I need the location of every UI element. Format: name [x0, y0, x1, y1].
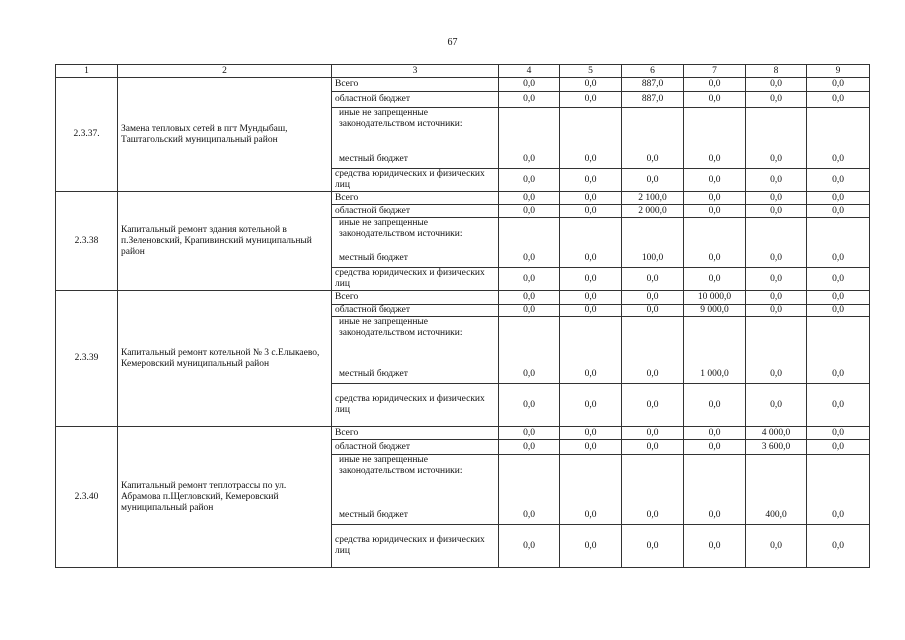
- value-cell: 0,0: [807, 305, 870, 317]
- value-cell: 0,0: [746, 108, 807, 169]
- value-cell: 0,0: [560, 218, 622, 268]
- source-label-total: Всего: [332, 291, 499, 305]
- value-cell: 0,0: [746, 205, 807, 218]
- value-cell: 0,0: [560, 108, 622, 169]
- value-cell: 0,0: [622, 427, 684, 440]
- value-cell: 0,0: [684, 525, 746, 568]
- value-cell: 0,0: [560, 78, 622, 92]
- value-cell: 0,0: [807, 192, 870, 205]
- value-cell: 0,0: [807, 291, 870, 305]
- source-label-regional: областной бюджет: [332, 305, 499, 317]
- value-cell: 0,0: [684, 218, 746, 268]
- table-row: [56, 78, 870, 92]
- value-cell: 0,0: [807, 169, 870, 192]
- value-cell: 0,0: [560, 192, 622, 205]
- value-cell: 0,0: [622, 268, 684, 291]
- item-name: Капитальный ремонт теплотрассы по ул. Абрамова п.Щегловский, Кемеровский муниципальный район: [118, 427, 332, 568]
- value-cell: 0,0: [499, 384, 560, 427]
- value-cell: 887,0: [622, 78, 684, 92]
- value-cell: 4 000,0: [746, 427, 807, 440]
- value-cell: 0,0: [746, 218, 807, 268]
- value-cell: 0,0: [622, 455, 684, 525]
- value-cell: 0,0: [807, 427, 870, 440]
- value-cell: 0,0: [499, 78, 560, 92]
- value-cell: 0,0: [499, 205, 560, 218]
- value-cell: 0,0: [560, 305, 622, 317]
- item-code: 2.3.38: [56, 192, 118, 291]
- source-label-other: иные не запрещенные законодательством источники:: [339, 317, 463, 338]
- value-cell: 0,0: [560, 205, 622, 218]
- value-cell: 0,0: [560, 455, 622, 525]
- value-cell: 0,0: [807, 78, 870, 92]
- source-label-group: [332, 455, 499, 525]
- value-cell: 0,0: [560, 169, 622, 192]
- value-cell: 0,0: [807, 384, 870, 427]
- source-label-group: [332, 218, 499, 268]
- value-cell: 0,0: [807, 92, 870, 108]
- source-label-regional: областной бюджет: [332, 92, 499, 108]
- value-cell: 0,0: [684, 192, 746, 205]
- value-cell: 0,0: [560, 384, 622, 427]
- value-cell: 0,0: [560, 427, 622, 440]
- value-cell: 100,0: [622, 218, 684, 268]
- header-col-3: 3: [332, 65, 499, 78]
- value-cell: 1 000,0: [684, 317, 746, 384]
- source-label-other: иные не запрещенные законодательством источники:: [339, 455, 463, 476]
- table-row: [56, 291, 870, 305]
- item-name: Замена тепловых сетей в пгт Мундыбаш, Таштагольский муниципальный район: [118, 78, 332, 192]
- value-cell: 0,0: [746, 169, 807, 192]
- source-label-local: местный бюджет: [339, 510, 408, 520]
- value-cell: 0,0: [807, 218, 870, 268]
- value-cell: 0,0: [684, 205, 746, 218]
- value-cell: 0,0: [746, 317, 807, 384]
- value-cell: 0,0: [499, 108, 560, 169]
- budget-table: [55, 64, 870, 568]
- item-code: 2.3.40: [56, 427, 118, 568]
- header-col-6: 6: [622, 65, 684, 78]
- value-cell: 0,0: [807, 108, 870, 169]
- source-label-other: иные не запрещенные законодательством источники:: [339, 218, 463, 239]
- value-cell: 0,0: [622, 169, 684, 192]
- value-cell: 0,0: [499, 455, 560, 525]
- value-cell: 0,0: [807, 455, 870, 525]
- table-row: [56, 427, 870, 440]
- source-label-private: средства юридических и физических лиц: [332, 525, 499, 568]
- value-cell: 0,0: [807, 205, 870, 218]
- value-cell: 0,0: [807, 440, 870, 455]
- source-label-local: местный бюджет: [339, 369, 408, 379]
- header-col-2: 2: [118, 65, 332, 78]
- value-cell: 0,0: [684, 384, 746, 427]
- value-cell: 0,0: [560, 268, 622, 291]
- header-col-9: 9: [807, 65, 870, 78]
- value-cell: 0,0: [746, 384, 807, 427]
- value-cell: 10 000,0: [684, 291, 746, 305]
- header-row: [56, 65, 870, 78]
- header-col-5: 5: [560, 65, 622, 78]
- header-col-4: 4: [499, 65, 560, 78]
- source-label-regional: областной бюджет: [332, 440, 499, 455]
- value-cell: 887,0: [622, 92, 684, 108]
- value-cell: 0,0: [622, 384, 684, 427]
- value-cell: 0,0: [499, 92, 560, 108]
- value-cell: 0,0: [560, 291, 622, 305]
- source-label-private: средства юридических и физических лиц: [332, 268, 499, 291]
- header-col-1: 1: [56, 65, 118, 78]
- value-cell: 0,0: [622, 291, 684, 305]
- value-cell: 0,0: [499, 218, 560, 268]
- item-code: 2.3.39: [56, 291, 118, 427]
- value-cell: 400,0: [746, 455, 807, 525]
- value-cell: 0,0: [560, 317, 622, 384]
- value-cell: 0,0: [684, 440, 746, 455]
- value-cell: 0,0: [746, 525, 807, 568]
- value-cell: 0,0: [807, 268, 870, 291]
- table-row: [56, 192, 870, 205]
- value-cell: 0,0: [560, 92, 622, 108]
- value-cell: 0,0: [560, 440, 622, 455]
- value-cell: 0,0: [746, 291, 807, 305]
- source-label-private: средства юридических и физических лиц: [332, 169, 499, 192]
- table-body: [56, 78, 870, 568]
- value-cell: 0,0: [499, 268, 560, 291]
- value-cell: 0,0: [499, 291, 560, 305]
- value-cell: 0,0: [684, 455, 746, 525]
- value-cell: 0,0: [684, 169, 746, 192]
- source-label-local: местный бюджет: [339, 253, 408, 263]
- item-name: Капитальный ремонт котельной № 3 с.Елыкаево, Кемеровский муниципальный район: [118, 291, 332, 427]
- source-label-local: местный бюджет: [339, 154, 408, 164]
- value-cell: 0,0: [746, 92, 807, 108]
- source-label-group: [332, 317, 499, 384]
- value-cell: 0,0: [499, 440, 560, 455]
- value-cell: 0,0: [684, 108, 746, 169]
- value-cell: 0,0: [807, 317, 870, 384]
- value-cell: 0,0: [560, 525, 622, 568]
- item-name: Капитальный ремонт здания котельной в п.Зеленовский, Крапивинский муниципальный район: [118, 192, 332, 291]
- value-cell: 0,0: [684, 92, 746, 108]
- header-col-8: 8: [746, 65, 807, 78]
- source-label-total: Всего: [332, 78, 499, 92]
- page-number: 67: [447, 37, 458, 48]
- value-cell: 0,0: [807, 525, 870, 568]
- value-cell: 0,0: [746, 192, 807, 205]
- value-cell: 0,0: [622, 525, 684, 568]
- value-cell: 0,0: [622, 305, 684, 317]
- value-cell: 0,0: [499, 427, 560, 440]
- value-cell: 2 100,0: [622, 192, 684, 205]
- value-cell: 0,0: [622, 317, 684, 384]
- value-cell: 0,0: [499, 525, 560, 568]
- value-cell: 0,0: [684, 427, 746, 440]
- source-label-regional: областной бюджет: [332, 205, 499, 218]
- value-cell: 0,0: [499, 317, 560, 384]
- source-label-other: иные не запрещенные законодательством источники:: [339, 108, 463, 129]
- value-cell: 2 000,0: [622, 205, 684, 218]
- value-cell: 0,0: [746, 268, 807, 291]
- value-cell: 0,0: [622, 440, 684, 455]
- source-label-total: Всего: [332, 192, 499, 205]
- value-cell: 0,0: [684, 268, 746, 291]
- value-cell: 9 000,0: [684, 305, 746, 317]
- item-code: 2.3.37.: [56, 78, 118, 192]
- value-cell: 0,0: [499, 305, 560, 317]
- value-cell: 0,0: [684, 78, 746, 92]
- value-cell: 0,0: [622, 108, 684, 169]
- value-cell: 0,0: [499, 192, 560, 205]
- header-col-7: 7: [684, 65, 746, 78]
- value-cell: 0,0: [499, 169, 560, 192]
- source-label-private: средства юридических и физических лиц: [332, 384, 499, 427]
- source-label-total: Всего: [332, 427, 499, 440]
- source-label-group: [332, 108, 499, 169]
- value-cell: 3 600,0: [746, 440, 807, 455]
- value-cell: 0,0: [746, 78, 807, 92]
- value-cell: 0,0: [746, 305, 807, 317]
